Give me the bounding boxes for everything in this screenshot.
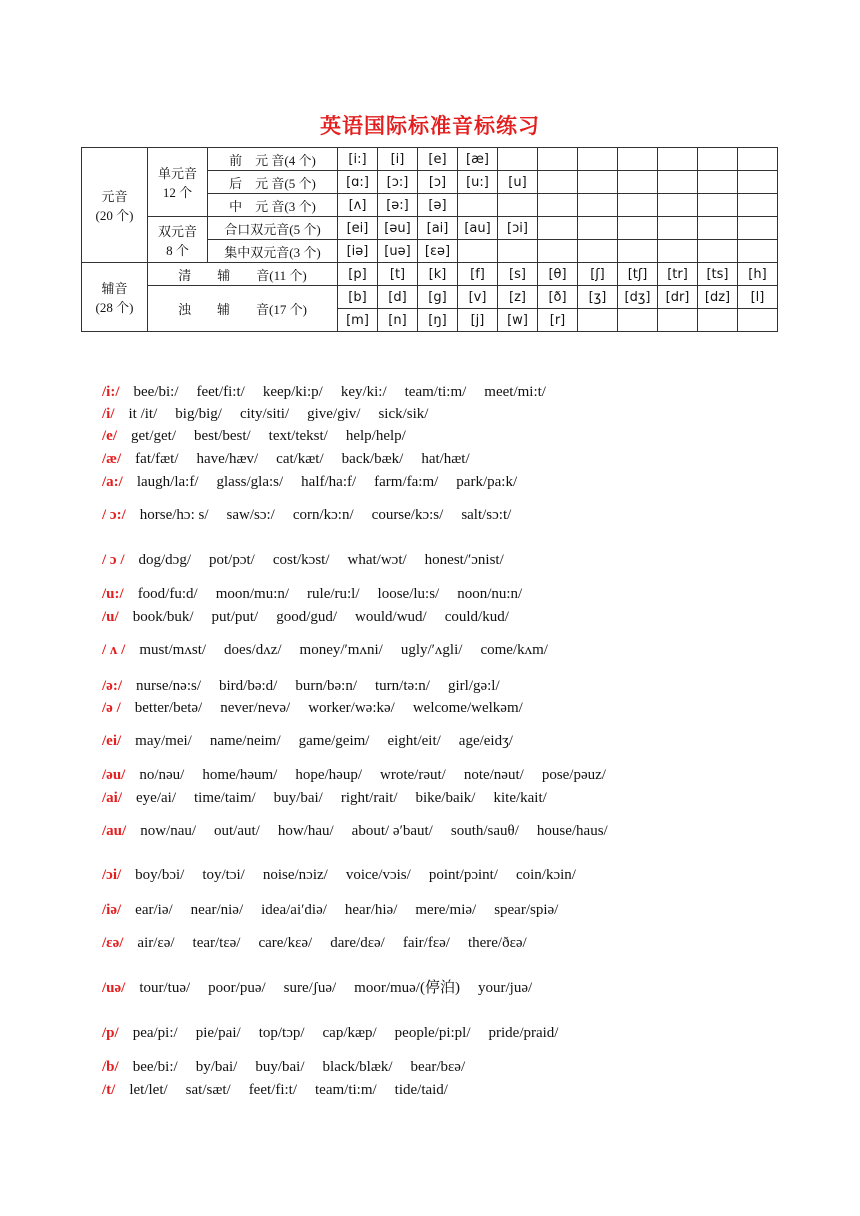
practice-word: could/kud/ [444, 609, 509, 625]
phonetic-symbol-cell: [εə] [418, 240, 458, 263]
mono-vowel-label: 单元音 [157, 166, 197, 181]
phonetic-symbol-cell: [ɑ:] [338, 171, 378, 194]
practice-line [102, 550, 522, 570]
phonetic-symbol-cell: [ɔ] [418, 171, 458, 194]
practice-line [102, 1080, 466, 1100]
practice-word: burn/bə:n/ [295, 678, 357, 694]
practice-word: get/get/ [131, 428, 176, 444]
practice-word: salt/sɔ:t/ [461, 507, 512, 523]
phonetic-symbol-cell: [k] [418, 263, 458, 286]
practice-word: by/bai/ [195, 1059, 238, 1075]
practice-word: half/ha:f/ [301, 474, 357, 490]
practice-word: food/fu:d/ [137, 586, 198, 602]
phonetic-symbol-cell [578, 217, 618, 240]
practice-word: bear/bεə/ [410, 1059, 466, 1075]
phonetic-symbol-cell: [ð] [538, 286, 578, 309]
practice-word: back/bæk/ [341, 451, 404, 467]
phonetic-symbol-cell: [p] [338, 263, 378, 286]
phonetic-symbol-cell: [au] [458, 217, 498, 240]
phonetic-symbol-cell [658, 171, 698, 194]
practice-line [102, 505, 529, 525]
practice-word: cost/kɔst/ [272, 552, 330, 568]
vowel-group-cell [82, 148, 148, 263]
practice-line [102, 933, 545, 953]
practice-word: worker/wə:kə/ [308, 700, 395, 716]
phonetic-symbol-cell: [j] [458, 309, 498, 332]
phoneme-label: /a:/ [102, 474, 123, 490]
practice-word: toy/tɔi/ [202, 867, 245, 883]
practice-word: kite/kait/ [493, 790, 547, 806]
practice-word: right/rait/ [340, 790, 398, 806]
practice-word: welcome/welkəm/ [412, 700, 523, 716]
practice-word: horse/hɔ: s/ [139, 507, 209, 523]
phonetic-symbol-cell: [ə:] [378, 194, 418, 217]
practice-word: there/ðεə/ [467, 935, 527, 951]
phonetic-symbol-cell [498, 148, 538, 171]
practice-word: sick/sik/ [378, 406, 429, 422]
phoneme-label: / ɔ / [102, 552, 125, 568]
practice-word: poor/puə/ [208, 980, 266, 996]
practice-word: put/put/ [211, 609, 259, 625]
practice-word: pride/praid/ [488, 1025, 559, 1041]
phonetic-symbol-cell: [ts] [698, 263, 738, 286]
phonetic-symbol-cell [578, 194, 618, 217]
mono-vowel-cell [148, 148, 208, 217]
phonetic-symbol-cell [658, 148, 698, 171]
practice-word: nurse/nə:s/ [136, 678, 201, 694]
phonetic-symbol-cell: [l] [738, 286, 778, 309]
row-label: 集中双元音(3 个) [208, 240, 338, 263]
practice-word: text/tekst/ [268, 428, 328, 444]
practice-word: hat/hæt/ [421, 451, 470, 467]
row-label: 浊 辅 音(17 个) [148, 286, 338, 332]
phonetic-symbol-cell: [ə] [418, 194, 458, 217]
practice-line [102, 1057, 483, 1077]
phonetic-symbol-cell: [ɔi] [498, 217, 538, 240]
practice-word: hear/hiə/ [344, 902, 398, 918]
practice-word: never/nevə/ [220, 700, 291, 716]
phonetic-symbol-cell [738, 171, 778, 194]
practice-word: would/wud/ [355, 609, 427, 625]
practice-word: girl/gə:l/ [447, 678, 500, 694]
practice-word: rule/ru:l/ [307, 586, 360, 602]
practice-word: saw/sɔ:/ [226, 507, 275, 523]
vowel-group-count: (20 个) [95, 208, 134, 223]
phonetic-symbol-cell: [g] [418, 286, 458, 309]
practice-word: eight/eit/ [387, 733, 441, 749]
phonetic-symbol-cell: [iə] [338, 240, 378, 263]
phoneme-label: /e/ [102, 428, 117, 444]
practice-word: feet/fi:t/ [248, 1082, 297, 1098]
phonetic-symbol-cell [698, 240, 738, 263]
practice-word: farm/fa:m/ [374, 474, 439, 490]
phonetic-symbol-cell [658, 240, 698, 263]
phoneme-label: / ʌ / [102, 642, 126, 658]
phonetic-chart-body [82, 148, 778, 332]
practice-line [102, 404, 446, 424]
phonetic-symbol-cell: [ŋ] [418, 309, 458, 332]
practice-line [102, 1023, 576, 1043]
mono-vowel-count: 12 个 [162, 185, 193, 200]
phonetic-symbol-cell: [ʃ] [578, 263, 618, 286]
practice-line [102, 426, 424, 446]
practice-word: moor/muə/(停泊) [354, 980, 460, 996]
phonetic-symbol-cell [578, 240, 618, 263]
practice-word: pie/pai/ [195, 1025, 241, 1041]
practice-word: keep/ki:p/ [262, 384, 323, 400]
practice-word: boy/bɔi/ [135, 867, 185, 883]
phonetic-symbol-cell [698, 171, 738, 194]
phonetic-symbol-cell [658, 194, 698, 217]
practice-line [102, 865, 594, 885]
practice-word: black/blæk/ [322, 1059, 393, 1075]
phonetic-symbol-cell [698, 194, 738, 217]
phonetic-symbol-cell: [ʒ] [578, 286, 618, 309]
practice-word: tear/tεə/ [192, 935, 241, 951]
phoneme-label: /i:/ [102, 384, 120, 400]
phonetic-symbol-cell: [u] [498, 171, 538, 194]
phonetic-symbol-cell: [dr] [658, 286, 698, 309]
practice-word: pose/pəuz/ [541, 767, 606, 783]
practice-word: noise/nɔiz/ [262, 867, 328, 883]
practice-word: house/haus/ [536, 823, 608, 839]
phonetic-symbol-cell [498, 194, 538, 217]
practice-word: money/′mʌni/ [299, 642, 383, 658]
phonetic-chart-table [81, 147, 778, 332]
practice-word: pot/pɔt/ [209, 552, 255, 568]
phoneme-label: /ei/ [102, 733, 122, 749]
practice-word: age/eidʒ/ [458, 733, 513, 749]
phonetic-symbol-cell: [d] [378, 286, 418, 309]
practice-line [102, 382, 564, 402]
practice-word: have/hæv/ [196, 451, 259, 467]
practice-word: no/nəu/ [139, 767, 185, 783]
practice-word: coin/kɔin/ [515, 867, 576, 883]
practice-word: city/siti/ [239, 406, 290, 422]
phoneme-label: /au/ [102, 823, 127, 839]
practice-word: laugh/la:f/ [136, 474, 199, 490]
practice-word: how/hau/ [277, 823, 334, 839]
phoneme-label: /ɔi/ [102, 867, 122, 883]
practice-word: ugly/′ʌgli/ [400, 642, 463, 658]
practice-word: dog/dɔg/ [138, 552, 191, 568]
practice-word: turn/tə:n/ [374, 678, 430, 694]
practice-word: give/giv/ [307, 406, 361, 422]
practice-word: key/ki:/ [340, 384, 387, 400]
phonetic-symbol-cell [618, 148, 658, 171]
practice-line [102, 607, 527, 627]
phonetic-symbol-cell [658, 217, 698, 240]
practice-word: people/pi:pl/ [394, 1025, 471, 1041]
phonetic-symbol-cell [738, 309, 778, 332]
phonetic-symbol-cell [738, 217, 778, 240]
diphthong-label: 双元音 [157, 223, 197, 239]
phonetic-symbol-cell [538, 194, 578, 217]
phonetic-symbol-cell: [əu] [378, 217, 418, 240]
practice-word: feet/fi:t/ [196, 384, 245, 400]
phoneme-label: /u:/ [102, 586, 124, 602]
practice-word: near/niə/ [190, 902, 244, 918]
practice-line [102, 676, 518, 696]
practice-word: spear/spiə/ [494, 902, 559, 918]
practice-word: pea/pi:/ [132, 1025, 178, 1041]
phoneme-label: /ə:/ [102, 678, 122, 694]
practice-word: help/help/ [345, 428, 406, 444]
phonetic-symbol-cell: [m] [338, 309, 378, 332]
phonetic-symbol-cell [578, 309, 618, 332]
practice-word: voice/vɔis/ [345, 867, 411, 883]
practice-word: does/dʌz/ [224, 642, 282, 658]
practice-line [102, 978, 550, 998]
practice-word: fat/fæt/ [135, 451, 179, 467]
phonetic-symbol-cell: [ɔ:] [378, 171, 418, 194]
practice-word: big/big/ [175, 406, 222, 422]
consonant-group-label: 辅音 [101, 281, 128, 296]
phoneme-label: /b/ [102, 1059, 119, 1075]
phonetic-symbol-cell [578, 148, 618, 171]
practice-word: idea/ai′diə/ [261, 902, 327, 918]
phonetic-symbol-cell: [tʃ] [618, 263, 658, 286]
diphthong-cell [148, 217, 208, 263]
practice-word: wrote/rəut/ [380, 767, 446, 783]
practice-word: meet/mi:t/ [484, 384, 546, 400]
phonetic-symbol-cell: [n] [378, 309, 418, 332]
consonant-group-count: (28 个) [95, 300, 134, 315]
practice-word: dare/dεə/ [330, 935, 385, 951]
phonetic-symbol-cell: [u:] [458, 171, 498, 194]
phonetic-symbol-cell [538, 171, 578, 194]
phonetic-symbol-cell [738, 240, 778, 263]
phonetic-symbol-cell: [i] [378, 148, 418, 171]
practice-word: fair/fεə/ [402, 935, 450, 951]
phoneme-label: /εə/ [102, 935, 124, 951]
table-row [82, 286, 778, 309]
practice-word: mere/miə/ [415, 902, 477, 918]
practice-word: sure/ʃuə/ [283, 980, 337, 996]
practice-word: note/nəut/ [463, 767, 524, 783]
phoneme-label: /uə/ [102, 980, 126, 996]
practice-word: better/betə/ [134, 700, 203, 716]
phonetic-symbol-cell [738, 148, 778, 171]
phonetic-symbol-cell [698, 148, 738, 171]
practice-line [102, 449, 488, 469]
phonetic-symbol-cell: [w] [498, 309, 538, 332]
practice-word: bee/bi:/ [133, 384, 179, 400]
phonetic-symbol-cell [618, 217, 658, 240]
practice-word: team/ti:m/ [404, 384, 467, 400]
practice-word: tide/taid/ [394, 1082, 448, 1098]
phonetic-symbol-cell: [ei] [338, 217, 378, 240]
phonetic-symbol-cell: [b] [338, 286, 378, 309]
phonetic-symbol-cell: [æ] [458, 148, 498, 171]
practice-word: come/kʌm/ [480, 642, 548, 658]
phoneme-label: /əu/ [102, 767, 126, 783]
practice-word: bird/bə:d/ [219, 678, 278, 694]
practice-word: good/gud/ [276, 609, 338, 625]
practice-line [102, 900, 576, 920]
practice-line [102, 640, 566, 660]
phonetic-symbol-cell [538, 148, 578, 171]
practice-word: park/pa:k/ [456, 474, 518, 490]
phoneme-label: /iə/ [102, 902, 122, 918]
practice-word: out/aut/ [214, 823, 260, 839]
practice-word: now/nau/ [140, 823, 197, 839]
table-row [82, 217, 778, 240]
consonant-group-cell [82, 263, 148, 332]
phoneme-label: /u/ [102, 609, 119, 625]
practice-word: best/best/ [194, 428, 251, 444]
phonetic-symbol-cell: [dʒ] [618, 286, 658, 309]
practice-word: book/buk/ [132, 609, 194, 625]
practice-word: let/let/ [129, 1082, 168, 1098]
phoneme-label: /i/ [102, 406, 115, 422]
practice-word: air/εə/ [137, 935, 175, 951]
row-label: 合口双元音(5 个) [208, 217, 338, 240]
practice-word: cap/kæp/ [322, 1025, 377, 1041]
practice-word: course/kɔ:s/ [371, 507, 444, 523]
practice-line [102, 765, 624, 785]
practice-word: hope/həup/ [295, 767, 362, 783]
practice-word: top/tɔp/ [258, 1025, 305, 1041]
practice-word: may/mei/ [135, 733, 192, 749]
phonetic-symbol-cell [538, 240, 578, 263]
practice-word: south/sauθ/ [450, 823, 519, 839]
phonetic-symbol-cell: [f] [458, 263, 498, 286]
row-label: 前 元 音(4 个) [208, 148, 338, 171]
row-label: 清 辅 音(11 个) [148, 263, 338, 286]
diphthong-count: 8 个 [166, 242, 189, 258]
practice-word: glass/gla:s/ [216, 474, 284, 490]
phonetic-symbol-cell [658, 309, 698, 332]
phoneme-label: /t/ [102, 1082, 116, 1098]
practice-word: point/pɔint/ [428, 867, 498, 883]
practice-word: what/wɔt/ [347, 552, 407, 568]
phonetic-symbol-cell: [z] [498, 286, 538, 309]
phonetic-symbol-cell [618, 171, 658, 194]
phonetic-symbol-cell [698, 217, 738, 240]
vowel-group-label: 元音 [101, 189, 128, 204]
page-title: 英语国际标准音标练习 [320, 114, 540, 138]
phonetic-symbol-cell [458, 194, 498, 217]
practice-line [102, 584, 540, 604]
phoneme-label: /ə / [102, 700, 121, 716]
practice-word: sat/sæt/ [185, 1082, 231, 1098]
phonetic-symbol-cell: [s] [498, 263, 538, 286]
phonetic-symbol-cell: [r] [538, 309, 578, 332]
phoneme-label: /ai/ [102, 790, 123, 806]
practice-word: bike/baik/ [415, 790, 476, 806]
practice-word: ear/iə/ [135, 902, 173, 918]
phonetic-symbol-cell: [t] [378, 263, 418, 286]
practice-word: must/mʌst/ [139, 642, 207, 658]
phonetic-symbol-cell: [ʌ] [338, 194, 378, 217]
phonetic-symbol-cell [498, 240, 538, 263]
phonetic-symbol-cell [698, 309, 738, 332]
phonetic-symbol-cell [618, 309, 658, 332]
phonetic-symbol-cell: [tr] [658, 263, 698, 286]
phonetic-symbol-cell: [i:] [338, 148, 378, 171]
table-row [82, 148, 778, 171]
practice-word: noon/nu:n/ [457, 586, 523, 602]
practice-word: name/neim/ [209, 733, 281, 749]
phonetic-symbol-cell [738, 194, 778, 217]
practice-line [102, 821, 626, 841]
practice-word: moon/mu:n/ [215, 586, 290, 602]
practice-word: tour/tuə/ [139, 980, 191, 996]
practice-word: time/taim/ [194, 790, 256, 806]
practice-word: game/geim/ [298, 733, 370, 749]
phonetic-symbol-cell: [uə] [378, 240, 418, 263]
practice-word: loose/lu:s/ [377, 586, 440, 602]
row-label: 中 元 音(3 个) [208, 194, 338, 217]
practice-word: home/həum/ [202, 767, 278, 783]
practice-word: team/ti:m/ [315, 1082, 377, 1098]
practice-word: cat/kæt/ [276, 451, 324, 467]
practice-word: honest/′ɔnist/ [424, 552, 504, 568]
phonetic-symbol-cell: [e] [418, 148, 458, 171]
practice-line [102, 731, 531, 751]
practice-word: buy/bai/ [273, 790, 323, 806]
practice-word: about/ ə′baut/ [351, 823, 433, 839]
phonetic-symbol-cell [618, 194, 658, 217]
phoneme-label: /æ/ [102, 451, 122, 467]
table-row [82, 263, 778, 286]
phonetic-symbol-cell [618, 240, 658, 263]
row-label: 后 元 音(5 个) [208, 171, 338, 194]
practice-line [102, 698, 541, 718]
phonetic-symbol-cell: [h] [738, 263, 778, 286]
practice-word: care/kεə/ [258, 935, 313, 951]
practice-word: eye/ai/ [136, 790, 176, 806]
practice-word: corn/kɔ:n/ [292, 507, 354, 523]
practice-word: buy/bai/ [255, 1059, 305, 1075]
practice-line [102, 472, 535, 492]
phoneme-label: /p/ [102, 1025, 119, 1041]
practice-word: your/juə/ [477, 980, 533, 996]
practice-line [102, 788, 565, 808]
practice-word: it /it/ [128, 406, 158, 422]
phonetic-symbol-cell [458, 240, 498, 263]
phonetic-symbol-cell: [θ] [538, 263, 578, 286]
phonetic-symbol-cell: [dz] [698, 286, 738, 309]
practice-word: bee/bi:/ [132, 1059, 178, 1075]
phonetic-symbol-cell: [ai] [418, 217, 458, 240]
phoneme-label: / ɔ:/ [102, 507, 126, 523]
phonetic-symbol-cell: [v] [458, 286, 498, 309]
phonetic-symbol-cell [538, 217, 578, 240]
phonetic-symbol-cell [578, 171, 618, 194]
